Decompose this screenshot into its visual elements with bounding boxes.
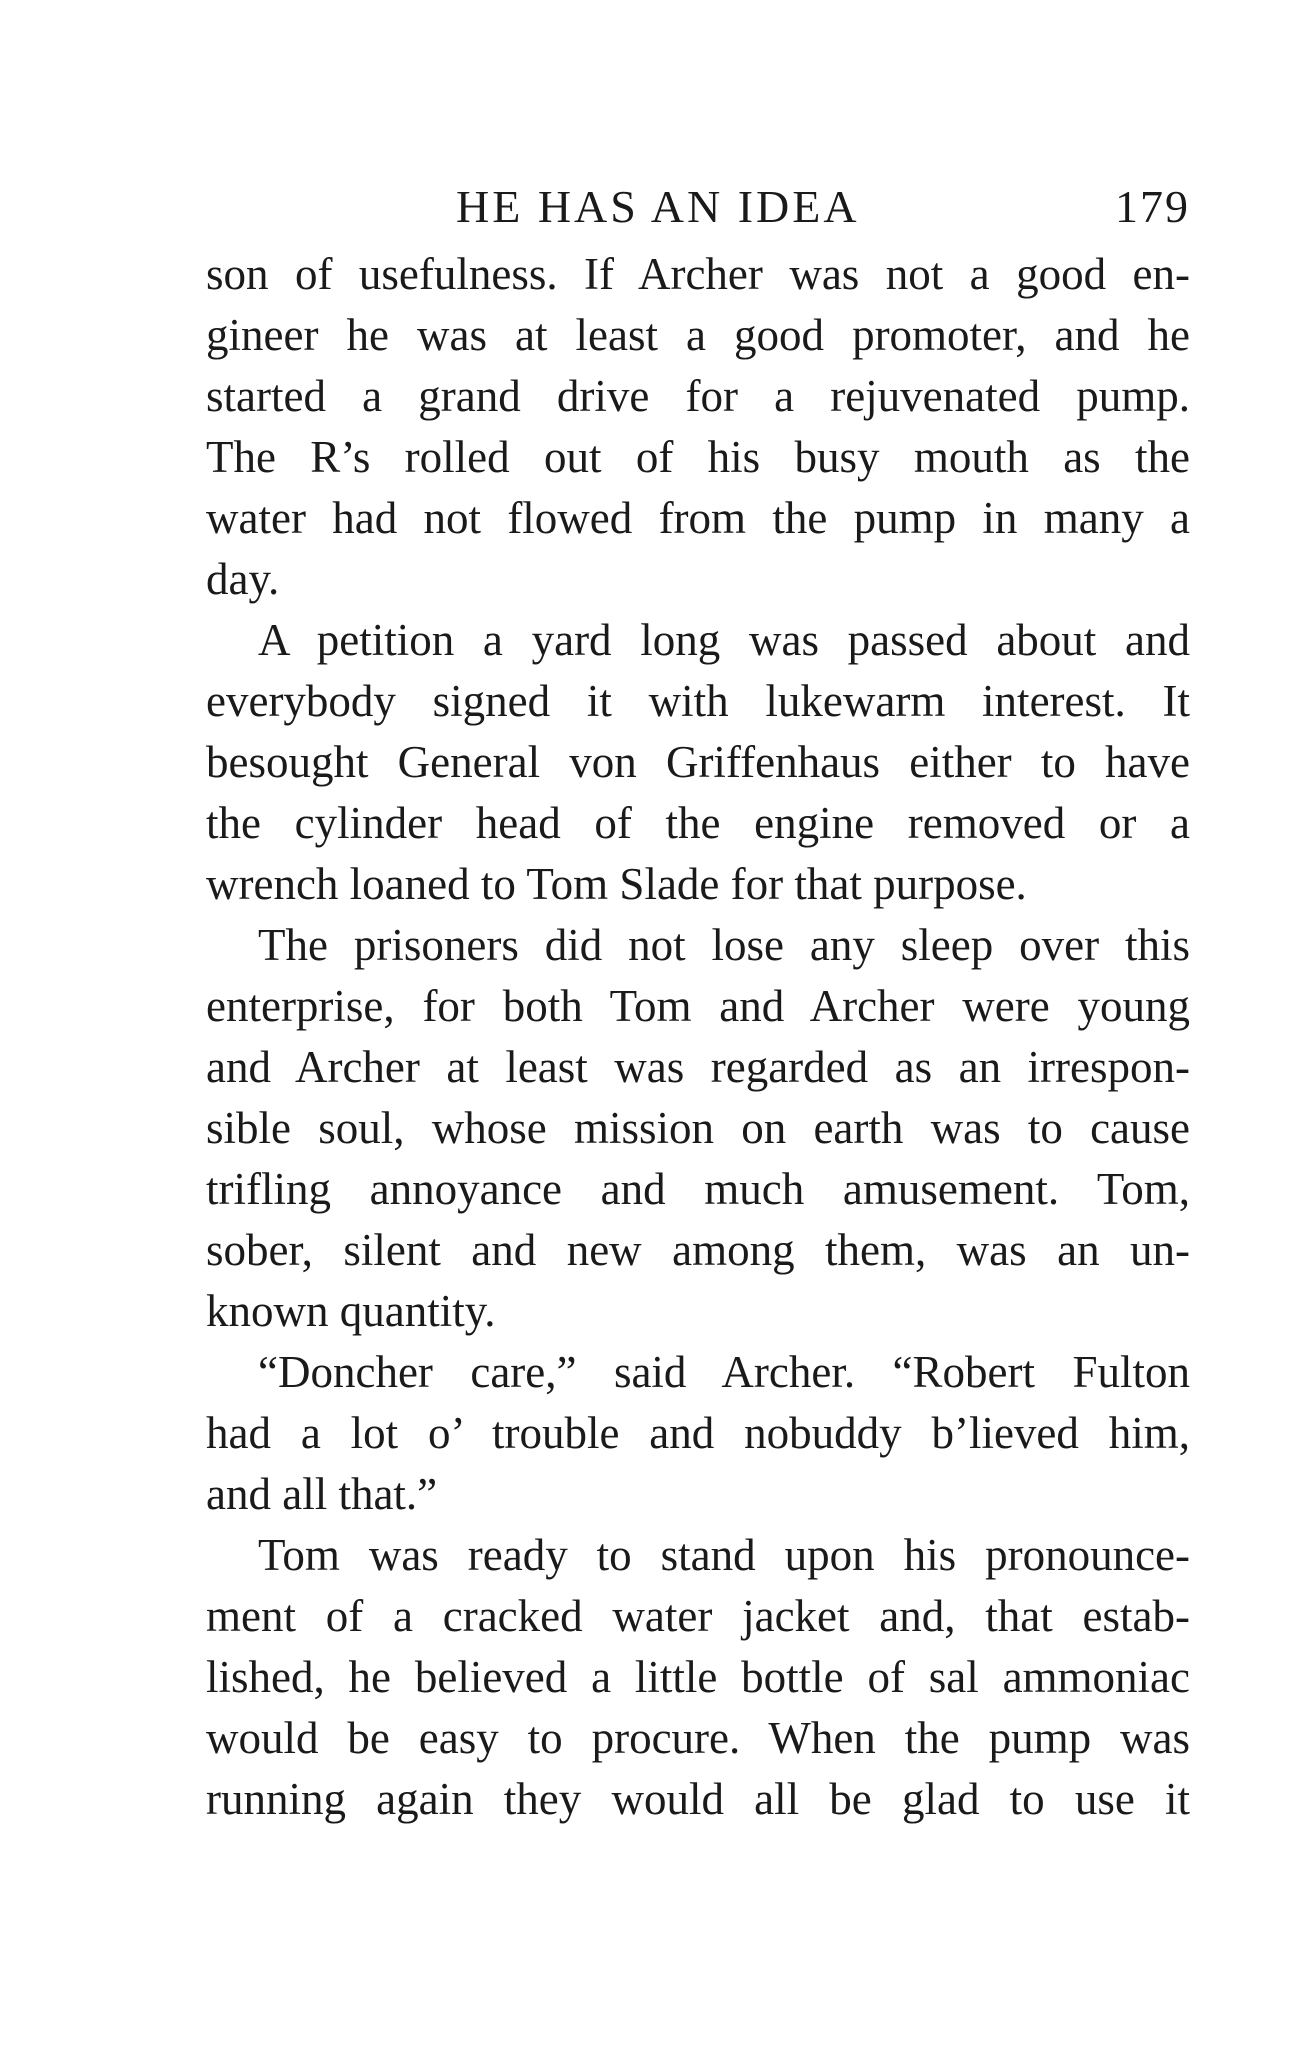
text-line: “Doncher care,” said Archer. “Robert Fulton xyxy=(258,1347,1190,1397)
running-title: HE HAS AN IDEA xyxy=(456,181,860,232)
text-line: would be easy to procure. When the pump was xyxy=(206,1713,1190,1763)
text-line: enterprise, for both Tom and Archer were young xyxy=(206,981,1190,1031)
text-line: son of usefulness. If Archer was not a good en- xyxy=(206,249,1190,299)
text-line: trifling annoyance and much amusement. Tom, xyxy=(206,1164,1190,1214)
text-line: running again they would all be glad to use it xyxy=(206,1774,1190,1824)
paragraph xyxy=(206,1525,1190,1830)
book-page xyxy=(206,170,1190,2050)
paragraph xyxy=(206,915,1190,1342)
text-line: had a lot o’ trouble and nobuddy b’lieved him, xyxy=(206,1408,1190,1458)
text-line: wrench loaned to Tom Slade for that purpose. xyxy=(206,859,1027,909)
text-line: and Archer at least was regarded as an irrespon- xyxy=(206,1042,1190,1092)
text-line: The prisoners did not lose any sleep over this xyxy=(258,920,1190,970)
text-line: started a grand drive for a rejuvenated pump. xyxy=(206,371,1190,421)
text-line: gineer he was at least a good promoter, and he xyxy=(206,310,1190,360)
text-line: day. xyxy=(206,554,280,604)
text-line: sober, silent and new among them, was an un- xyxy=(206,1225,1190,1275)
page-number: 179 xyxy=(1115,181,1190,232)
text-line: everybody signed it with lukewarm interest. It xyxy=(206,676,1190,726)
body-text xyxy=(206,244,1190,1830)
text-line: sible soul, whose mission on earth was to cause xyxy=(206,1103,1190,1153)
text-line: water had not flowed from the pump in many a xyxy=(206,493,1190,543)
text-line: lished, he believed a little bottle of sal ammoniac xyxy=(206,1652,1190,1702)
text-line: ment of a cracked water jacket and, that estab- xyxy=(206,1591,1190,1641)
text-line: and all that.” xyxy=(206,1469,438,1519)
running-header xyxy=(206,170,1190,242)
text-line: A petition a yard long was passed about and xyxy=(258,615,1190,665)
text-line: The R’s rolled out of his busy mouth as the xyxy=(206,432,1190,482)
text-line: the cylinder head of the engine removed or a xyxy=(206,798,1190,848)
paragraph xyxy=(206,244,1190,610)
paragraph xyxy=(206,1342,1190,1525)
text-line: known quantity. xyxy=(206,1286,496,1336)
text-line: Tom was ready to stand upon his pronounce- xyxy=(258,1530,1190,1580)
paragraph xyxy=(206,610,1190,915)
text-line: besought General von Griffenhaus either to have xyxy=(206,737,1190,787)
